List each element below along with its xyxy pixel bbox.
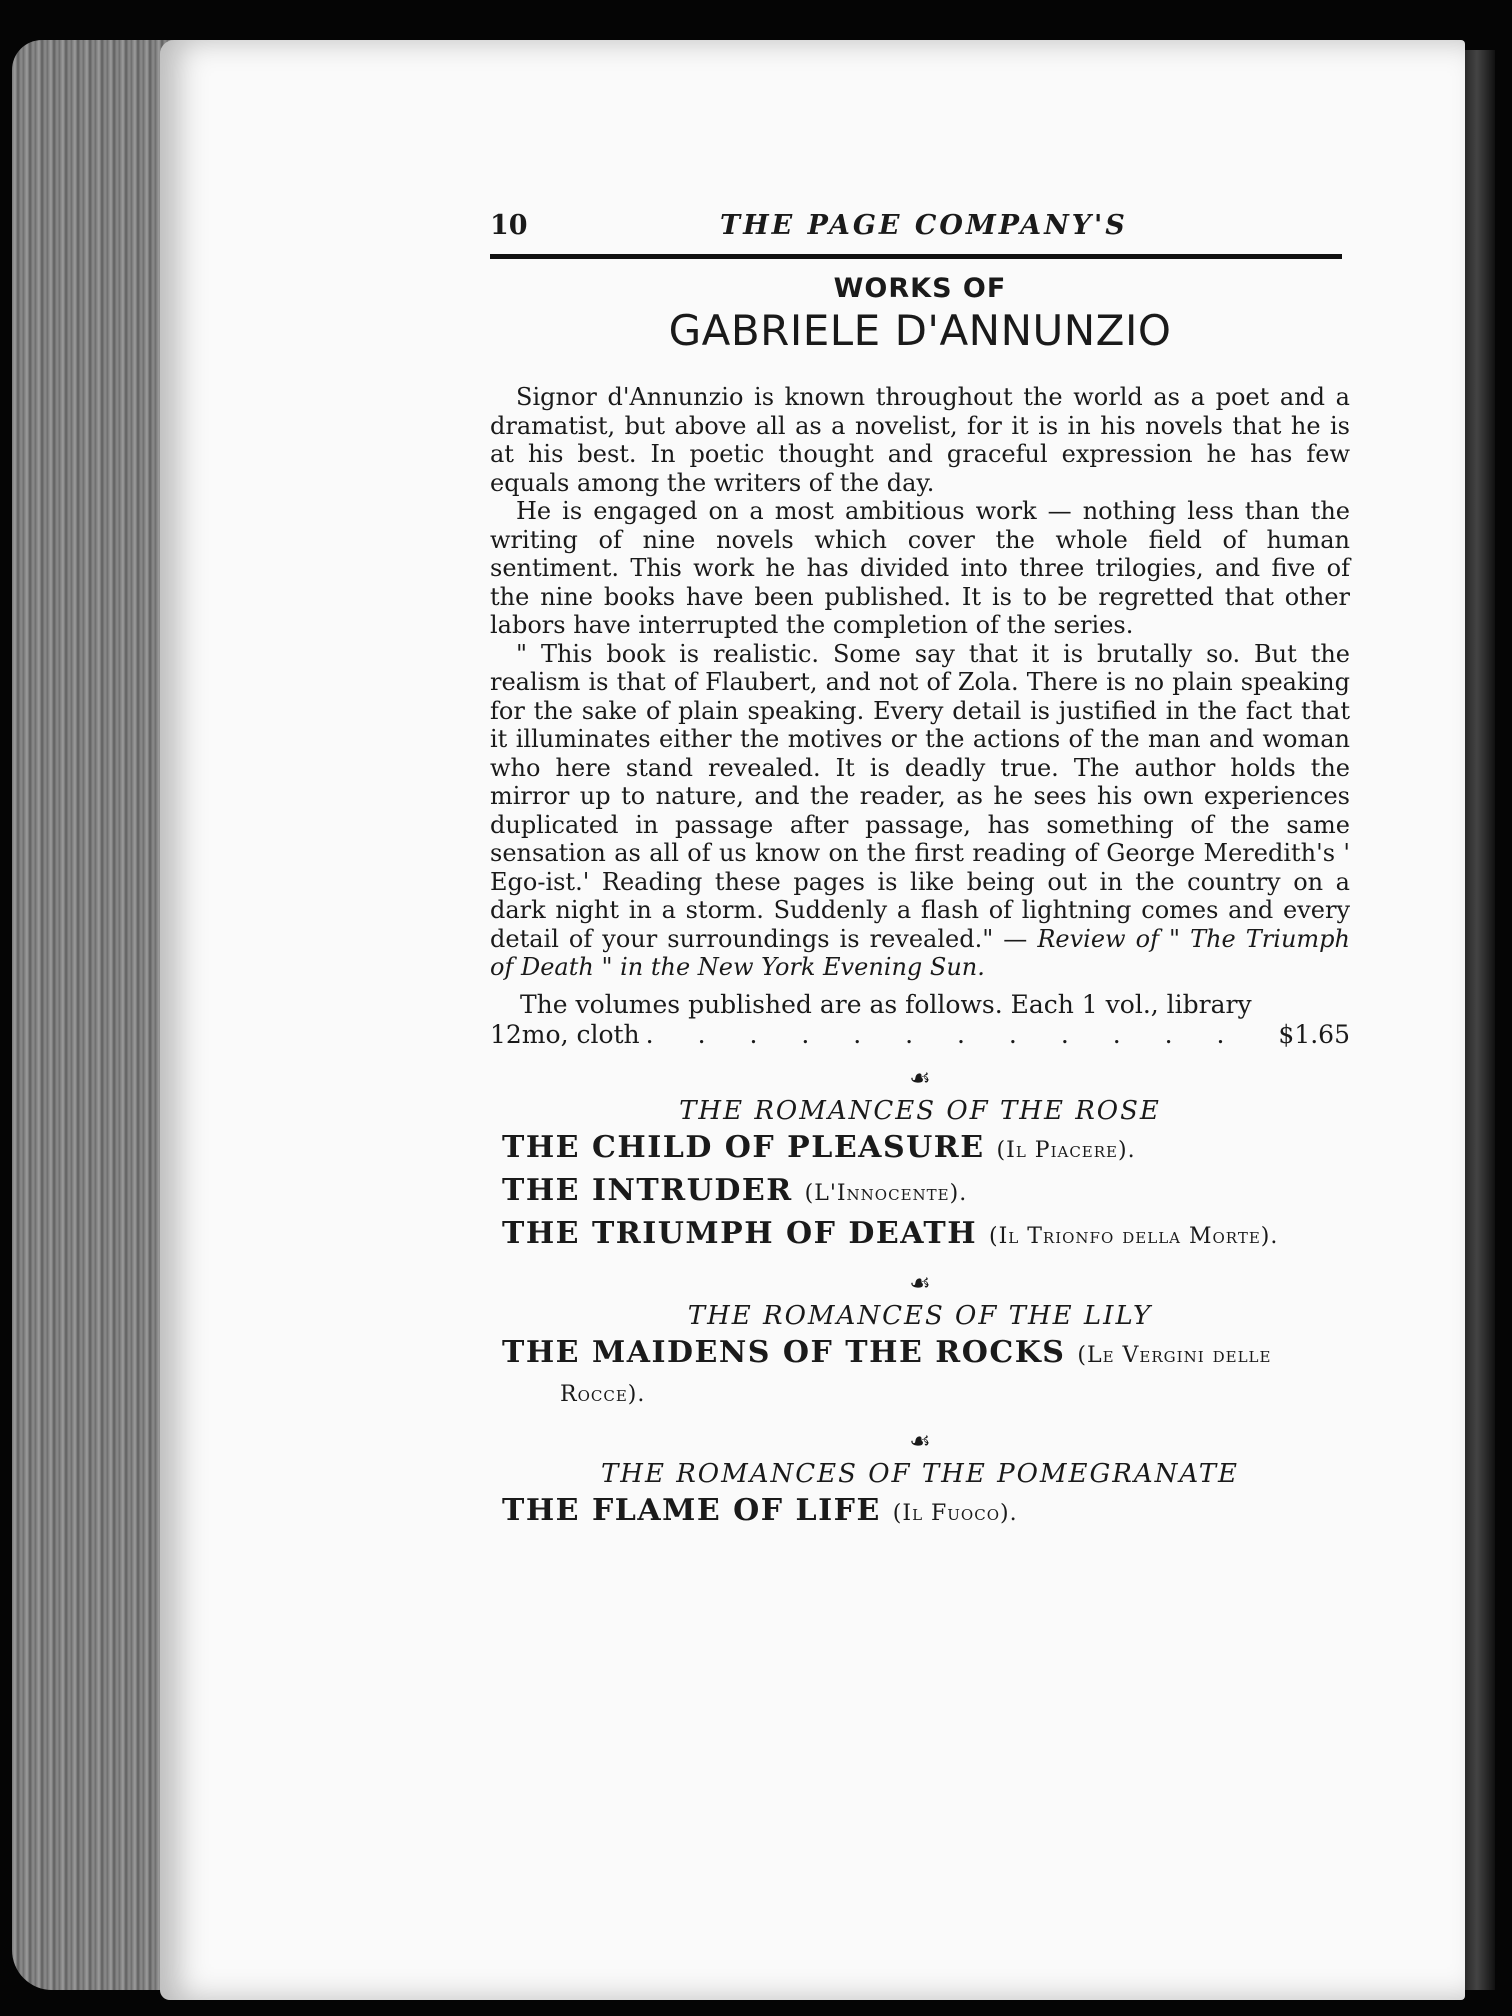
price-leader-dots: . . . . . . . . . . . . [645, 1019, 1243, 1049]
book-original-title: (Il Fuoco). [892, 1500, 1018, 1526]
series-title-lily: THE ROMANCES OF THE LILY [687, 1300, 1153, 1331]
fleuron-icon: ☙ [909, 1268, 931, 1297]
book-title: THE MAIDENS OF THE ROCKS [502, 1334, 1066, 1370]
review-quote: " This book is realistic. Some say that it is brutally so. But the realism is that of Flaubert, and not of Zola. There is no plain speaking for the sake of plain speaking. Every detail is justified in the fact that it illuminates either the motives or the actions of the man and woman who here stand revealed. It is deadly true. The author holds the mirror up to nature, and the reader, as he sees his own experiences duplicated in passage after passage, has something of the same sensation as all of us know on the first reading of George Meredith's ' Ego-ist.' Reading these pages is like being out in the country on a dark night in a storm. Suddenly a flash of lightning comes and every detail of your surroundings is revealed." — [490, 639, 1350, 953]
book-title: THE FLAME OF LIFE [502, 1492, 881, 1528]
fleuron-icon: ☙ [909, 1063, 931, 1092]
book-title: THE INTRUDER [502, 1172, 793, 1208]
book-entry [490, 1130, 1350, 1169]
book-title: THE CHILD OF PLEASURE [502, 1129, 985, 1165]
book-original-title: (Il Trionfo della Morte). [989, 1223, 1279, 1249]
series-title-rose: THE ROMANCES OF THE ROSE [679, 1095, 1161, 1126]
book-entry [490, 1216, 1350, 1255]
paragraph-work: He is engaged on a most ambitious work — nothing less than the writing of nine novels which cover the whole field of human sentiment. This work he has divided into three trilogies, and five of the nine books have been published. It is to be regretted that other labors have interrupted the completion of the series. [490, 497, 1350, 639]
fleuron-icon: ☙ [909, 1426, 931, 1455]
body-text [490, 383, 1350, 982]
book-original-title: (L'Innocente). [804, 1180, 968, 1206]
paragraph-intro: Signor d'Annunzio is known throughout the world as a poet and a dramatist, but above all as a novelist, for it is in his novels that he is at his best. In poetic thought and graceful expression he has few equals among the writers of the day. [490, 383, 1350, 497]
page-number: 10 [490, 210, 528, 241]
running-head [490, 210, 1350, 246]
price-amount: $1.65 [1278, 1019, 1350, 1049]
running-title: THE PAGE COMPANY'S [720, 210, 1128, 241]
page-content [490, 210, 1350, 1532]
price-intro: The volumes published are as follows. Each 1 vol., library [520, 989, 1252, 1019]
works-of-heading: WORKS OF [833, 273, 1007, 304]
book-title: THE TRIUMPH OF DEATH [502, 1215, 978, 1251]
book-entry [490, 1173, 1350, 1212]
page-edges [12, 40, 182, 1990]
price-line [490, 1020, 1350, 1050]
review-credit: Review of " The Triumph of Death " in the New York Evening Sun. [490, 924, 1350, 981]
head-rule [490, 254, 1342, 259]
book-entry [490, 1335, 1350, 1413]
price-format: 12mo, cloth [490, 1019, 640, 1049]
book-original-title: (Il Piacere). [996, 1137, 1136, 1163]
paragraph-review [490, 640, 1350, 982]
book-entry [490, 1493, 1350, 1532]
gutter-shadow [1465, 50, 1495, 1990]
book-original-title: (Le Vergini delle Rocce). [560, 1342, 1272, 1407]
author-heading: GABRIELE D'ANNUNZIO [668, 306, 1172, 355]
series-title-pomegranate: THE ROMANCES OF THE POMEGRANATE [600, 1458, 1240, 1489]
